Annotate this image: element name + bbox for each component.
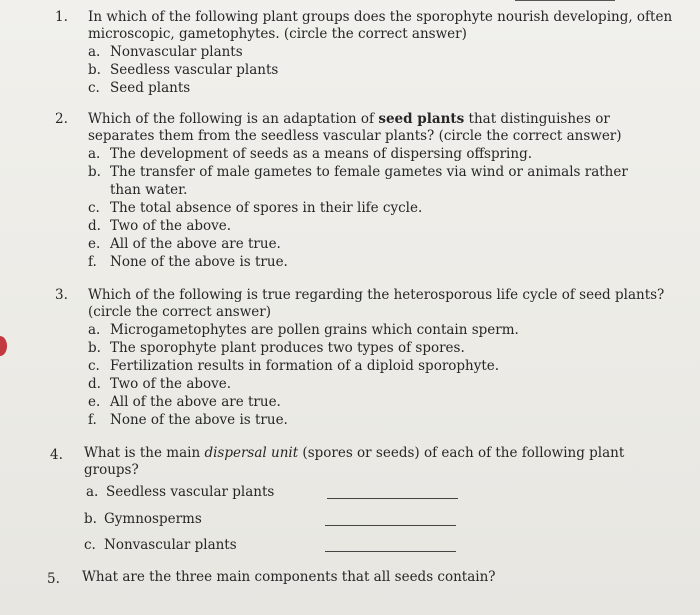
- option-text: The sporophyte plant produces two types of spores.: [110, 340, 465, 356]
- answer-row-c: [84, 536, 674, 556]
- option-list: [88, 321, 678, 429]
- question-text: [84, 445, 674, 479]
- answer-row-b: [84, 510, 674, 530]
- question-number: 5.: [47, 571, 60, 587]
- option-letter: d.: [88, 376, 101, 392]
- question-text-part: Which of the following is an adaptation of: [88, 111, 379, 127]
- option-text: All of the above are true.: [110, 394, 281, 410]
- option-b[interactable]: [88, 163, 678, 199]
- question-number: 2.: [55, 111, 68, 127]
- page-edge-mark: [0, 336, 7, 356]
- option-letter: b.: [88, 340, 101, 356]
- option-text: Fertilization results in formation of a diploid sporophyte.: [110, 358, 500, 374]
- option-letter: b.: [84, 511, 97, 527]
- option-b[interactable]: [88, 339, 678, 357]
- option-text: The total absence of spores in their life cycle.: [110, 200, 423, 216]
- question-text: Which of the following is true regarding the heterosporous life cycle of seed plants? (circle the correct answer): [88, 287, 665, 320]
- question-text-part: (spores or seeds) of each of the following plant groups?: [84, 445, 625, 478]
- option-letter: c.: [88, 358, 100, 374]
- option-letter: e.: [88, 236, 101, 252]
- option-text: Seedless vascular plants: [106, 484, 275, 500]
- question-text-part: that distinguishes or separates them from the seedless vascular plants? (circle the correct answer): [88, 111, 622, 144]
- option-f[interactable]: [88, 411, 678, 429]
- top-answer-line: [515, 0, 615, 1]
- option-e[interactable]: [88, 393, 678, 411]
- option-c[interactable]: [88, 199, 678, 217]
- option-text: The development of seeds as a means of dispersing offspring.: [110, 146, 533, 162]
- option-letter: b.: [88, 62, 101, 78]
- option-e[interactable]: [88, 235, 678, 253]
- question-text: What are the three main components that all seeds contain?: [82, 569, 496, 585]
- option-text: Gymnosperms: [104, 511, 202, 527]
- option-letter: c.: [88, 200, 100, 216]
- option-letter: a.: [88, 322, 101, 338]
- option-a[interactable]: [88, 43, 678, 61]
- option-text: None of the above is true.: [110, 412, 288, 428]
- option-list: [88, 43, 678, 97]
- option-d[interactable]: [88, 217, 678, 235]
- option-f[interactable]: [88, 253, 678, 271]
- option-text: Two of the above.: [110, 376, 232, 392]
- question-text-emphasis: dispersal unit: [204, 445, 299, 461]
- question-number: 3.: [55, 287, 68, 303]
- question-text: [88, 111, 678, 145]
- answer-blank-line[interactable]: [325, 525, 456, 526]
- answer-blank-line[interactable]: [327, 498, 458, 499]
- option-letter: d.: [88, 218, 101, 234]
- option-text: Seed plants: [110, 80, 191, 96]
- answer-row-a: [86, 483, 676, 503]
- option-b[interactable]: [88, 61, 678, 79]
- question-text: In which of the following plant groups does the sporophyte nourish developing, often microscopic, gametophytes. (circle the correct answer): [88, 9, 673, 42]
- question-text-emphasis: seed plants: [378, 111, 465, 127]
- option-text: Two of the above.: [110, 218, 232, 234]
- answer-blank-line[interactable]: [325, 551, 456, 552]
- option-text: None of the above is true.: [110, 254, 288, 270]
- option-d[interactable]: [88, 375, 678, 393]
- option-letter: b.: [88, 164, 101, 180]
- option-a[interactable]: [88, 321, 678, 339]
- question-number: 4.: [50, 447, 63, 463]
- option-a[interactable]: [88, 145, 678, 163]
- question-text-part: What is the main: [84, 445, 205, 461]
- option-letter: e.: [88, 394, 101, 410]
- option-text: The transfer of male gametes to female gametes via wind or animals rather than water.: [110, 164, 628, 198]
- option-text: Nonvascular plants: [110, 44, 243, 60]
- option-text: Seedless vascular plants: [110, 62, 279, 78]
- option-letter: a.: [86, 484, 99, 500]
- option-c[interactable]: [88, 79, 678, 97]
- option-letter: f.: [88, 254, 97, 270]
- option-text: All of the above are true.: [110, 236, 281, 252]
- option-text: Nonvascular plants: [104, 537, 237, 553]
- option-letter: a.: [88, 44, 101, 60]
- option-list: [88, 145, 678, 271]
- option-letter: c.: [88, 80, 100, 96]
- option-c[interactable]: [88, 357, 678, 375]
- option-letter: a.: [88, 146, 101, 162]
- option-letter: f.: [88, 412, 97, 428]
- option-text: Microgametophytes are pollen grains which contain sperm.: [110, 322, 519, 338]
- question-number: 1.: [55, 9, 68, 25]
- option-letter: c.: [84, 537, 96, 553]
